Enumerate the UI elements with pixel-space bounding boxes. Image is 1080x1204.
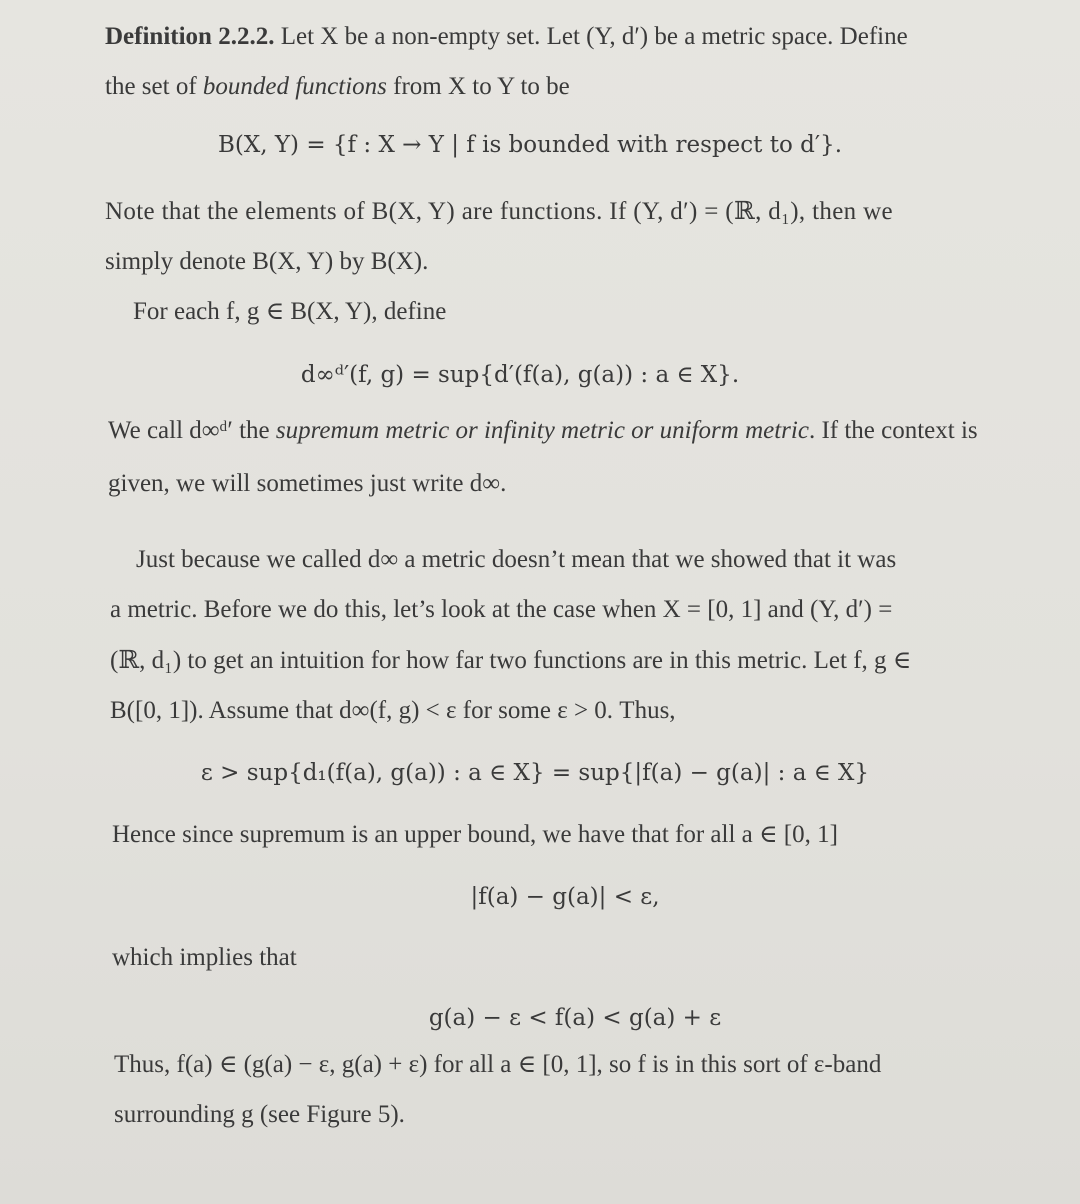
equation-sup-metric: d∞ᵈ′(f, g) = sup{d′(f(a), g(a)) : a ∈ X}. [300,362,740,388]
para-line-1: Just because we called d∞ a metric doesn’t mean that we showed that it was [136,546,897,573]
thus-line-1: Thus, f(a) ∈ (g(a) − ε, g(a) + ε) for all a ∈ [0, 1], so f is in this sort of ε-band [114,1051,882,1078]
thus-line-2: surrounding g (see Figure 5). [114,1101,405,1128]
equation-abs-diff: |f(a) − g(a)| < ε, [470,884,660,910]
definition-label: Definition 2.2.2. [105,23,275,50]
bounded-functions-term: bounded functions [202,73,387,100]
definition-line-1 [105,12,908,62]
definition-text: Let X be a non-empty set. Let (Y, d′) be a metric space. Define [274,23,908,50]
definition-line-2 [105,62,570,112]
we-call-post: . If the context is [808,417,978,444]
metric-names-term: supremum metric or infinity metric or uniform metric [275,417,809,444]
equation-bounded-set: B(X, Y) = {f : X → Y | f is bounded with respect to d′}. [218,132,842,158]
hence-line: Hence since supremum is an upper bound, we have that for all a ∈ [0, 1] [112,821,838,848]
para-line-4: B([0, 1]). Assume that d∞(f, g) < ε for some ε > 0. Thus, [110,697,676,724]
we-call-line-1 [108,406,978,456]
equation-epsilon-sup: ε > sup{d₁(f(a), g(a)) : a ∈ X} = sup{|f(a) − g(a)| : a ∈ X} [200,760,870,786]
definition-text-2a: the set of [105,73,203,100]
implies-line: which implies that [112,944,297,971]
we-call-pre: We call d∞ᵈ′ the [108,417,276,444]
para-line-2: a metric. Before we do this, let’s look at the case when X = [0, 1] and (Y, d′) = [110,596,893,623]
equation-band: g(a) − ε < f(a) < g(a) + ε [428,1005,722,1031]
note-line-1: Note that the elements of B(X, Y) are functions. If (Y, d′) = (ℝ, d₁), then we [105,198,893,225]
para-line-3: (ℝ, d₁) to get an intuition for how far two functions are in this metric. Let f, g ∈ [110,647,912,674]
note-line-2: simply denote B(X, Y) by B(X). [105,248,429,275]
for-each-line: For each f, g ∈ B(X, Y), define [133,298,447,325]
we-call-line-2: given, we will sometimes just write d∞. [108,470,507,497]
definition-text-2b: from X to Y to be [386,73,570,100]
